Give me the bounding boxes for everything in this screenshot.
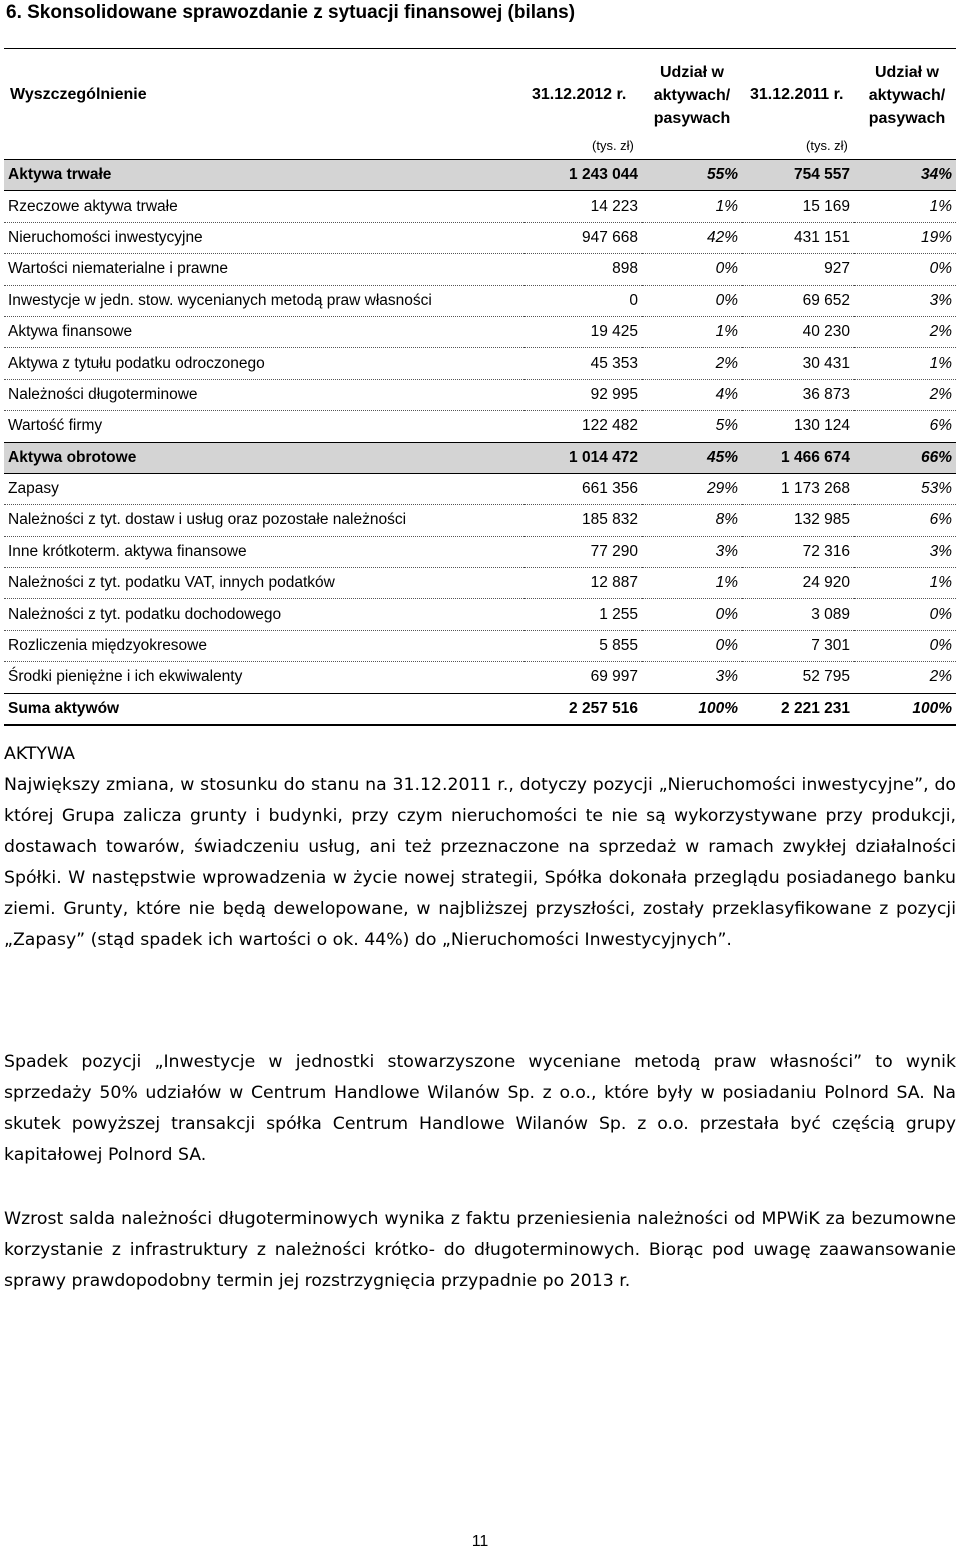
share-2012: 0% xyxy=(642,254,742,285)
value-2011: 72 316 xyxy=(742,536,854,567)
header-item: Wyszczególnienie xyxy=(10,86,147,103)
share-2012: 0% xyxy=(642,285,742,316)
table-row xyxy=(4,662,956,693)
table-row xyxy=(4,630,956,661)
value-2012: 1 014 472 xyxy=(524,442,642,473)
row-name: Inne krótkoterm. aktywa finansowe xyxy=(4,536,524,567)
share-2011: 53% xyxy=(854,473,956,504)
value-2011: 1 466 674 xyxy=(742,442,854,473)
assets-heading: AKTYWA xyxy=(4,744,75,764)
value-2012: 5 855 xyxy=(524,630,642,661)
share-2012: 1% xyxy=(642,316,742,347)
table-group-row xyxy=(4,160,956,191)
balance-sheet-table xyxy=(4,159,956,726)
value-2011: 3 089 xyxy=(742,599,854,630)
paragraph-investment-property: Największy zmiana, w stosunku do stanu na 31.12.2011 r., dotyczy pozycji „Nieruchomości inwestycyjne”, do której Grupa zalicza grunty i budynki, przy czym nieruchomości te nie są wykorzystywane przy produkcji, dostawach towarów, świadczeniu usług, ani też przeznaczone na sprzedaż w ramach zwykłej działalności Spółki. W następstwie wprowadzenia w życie nowej strategii, Spółka dokonała przeglądu posiadanego banku ziemi. Grunty, które nie będą dewelopowane, w najbliższej przyszłości, zostały przeklasyfikowane z pozycji „Zapasy” (stąd spadek ich wartości o ok. 44%) do „Nieruchomości Inwestycyjnych”. xyxy=(4,775,956,950)
value-2011: 431 151 xyxy=(742,222,854,253)
value-2012: 1 255 xyxy=(524,599,642,630)
value-2011: 2 221 231 xyxy=(742,693,854,725)
share-2012: 55% xyxy=(642,160,742,191)
share-2011: 3% xyxy=(854,536,956,567)
share-2011: 2% xyxy=(854,316,956,347)
table-row xyxy=(4,599,956,630)
value-2012: 77 290 xyxy=(524,536,642,567)
share-2012: 5% xyxy=(642,411,742,442)
row-name: Rzeczowe aktywa trwałe xyxy=(4,191,524,222)
table-group-row xyxy=(4,442,956,473)
row-name: Aktywa trwałe xyxy=(4,160,524,191)
table-row xyxy=(4,505,956,536)
table-row xyxy=(4,473,956,504)
value-2012: 12 887 xyxy=(524,568,642,599)
row-name: Należności z tyt. dostaw i usług oraz pozostałe należności xyxy=(4,505,524,536)
row-name: Suma aktywów xyxy=(4,693,524,725)
share-2011: 100% xyxy=(854,693,956,725)
row-name: Aktywa z tytułu podatku odroczonego xyxy=(4,348,524,379)
share-2012: 100% xyxy=(642,693,742,725)
share-2012: 2% xyxy=(642,348,742,379)
value-2012: 2 257 516 xyxy=(524,693,642,725)
row-name: Aktywa obrotowe xyxy=(4,442,524,473)
share-2011: 6% xyxy=(854,411,956,442)
table-row xyxy=(4,411,956,442)
share-2011: 1% xyxy=(854,348,956,379)
value-2011: 7 301 xyxy=(742,630,854,661)
balance-sheet-body xyxy=(4,160,956,726)
share-2012: 29% xyxy=(642,473,742,504)
table-row xyxy=(4,222,956,253)
row-name: Wartości niematerialne i prawne xyxy=(4,254,524,285)
table-top-rule xyxy=(4,48,956,49)
share-2012: 8% xyxy=(642,505,742,536)
share-2012: 3% xyxy=(642,536,742,567)
header-share-2011: Udział w aktywach/ pasywach xyxy=(868,64,946,127)
table-row xyxy=(4,379,956,410)
value-2011: 927 xyxy=(742,254,854,285)
share-2011: 2% xyxy=(854,379,956,410)
share-2011: 34% xyxy=(854,160,956,191)
value-2012: 0 xyxy=(524,285,642,316)
share-2012: 0% xyxy=(642,599,742,630)
share-2011: 0% xyxy=(854,599,956,630)
paragraph-receivables: Wzrost salda należności długoterminowych wynika z faktu przeniesienia należności od MPWiK za bezumowne korzystanie z infrastruktury z należności krótko- do długoterminowych. Biorąc pod uwagę zaawansowanie sprawy prawdopodobny termin jej rozstrzygnięcia przypadnie po 2013 r. xyxy=(4,1209,956,1291)
share-2012: 1% xyxy=(642,191,742,222)
value-2011: 1 173 268 xyxy=(742,473,854,504)
header-share-2012: Udział w aktywach/ pasywach xyxy=(653,64,731,127)
value-2012: 92 995 xyxy=(524,379,642,410)
share-2011: 1% xyxy=(854,191,956,222)
share-2011: 1% xyxy=(854,568,956,599)
share-2011: 66% xyxy=(854,442,956,473)
share-2011: 19% xyxy=(854,222,956,253)
share-2011: 0% xyxy=(854,254,956,285)
share-2012: 0% xyxy=(642,630,742,661)
row-name: Wartość firmy xyxy=(4,411,524,442)
value-2011: 52 795 xyxy=(742,662,854,693)
table-row xyxy=(4,568,956,599)
header-date-2012: 31.12.2012 r. xyxy=(532,86,627,103)
row-name: Należności długoterminowe xyxy=(4,379,524,410)
table-row xyxy=(4,191,956,222)
row-name: Zapasy xyxy=(4,473,524,504)
page-number: 11 xyxy=(471,1533,489,1550)
unit-label-2011: (tys. zł) xyxy=(806,138,848,153)
table-row xyxy=(4,254,956,285)
value-2012: 122 482 xyxy=(524,411,642,442)
value-2012: 661 356 xyxy=(524,473,642,504)
table-row xyxy=(4,536,956,567)
value-2011: 30 431 xyxy=(742,348,854,379)
share-2011: 0% xyxy=(854,630,956,661)
value-2011: 130 124 xyxy=(742,411,854,442)
section-title: 6. Skonsolidowane sprawozdanie z sytuacji finansowej (bilans) xyxy=(6,2,576,23)
header-date-2011: 31.12.2011 r. xyxy=(750,86,844,103)
value-2012: 14 223 xyxy=(524,191,642,222)
row-name: Inwestycje w jedn. stow. wycenianych metodą praw własności xyxy=(4,285,524,316)
unit-label-2012: (tys. zł) xyxy=(592,138,634,153)
value-2012: 185 832 xyxy=(524,505,642,536)
value-2011: 15 169 xyxy=(742,191,854,222)
share-2012: 42% xyxy=(642,222,742,253)
share-2011: 2% xyxy=(854,662,956,693)
value-2012: 1 243 044 xyxy=(524,160,642,191)
row-name: Należności z tyt. podatku VAT, innych podatków xyxy=(4,568,524,599)
paragraph-associates: Spadek pozycji „Inwestycje w jednostki stowarzyszone wyceniane metodą praw własności” to wynik sprzedaży 50% udziałów w Centrum Handlowe Wilanów Sp. z o.o., które były w posiadaniu Polnord SA. Na skutek powyższej transakcji spółka Centrum Handlowe Wilanów Sp. z o.o. przestała być częścią grupy kapitałowej Polnord SA. xyxy=(4,1052,956,1165)
share-2012: 4% xyxy=(642,379,742,410)
value-2011: 40 230 xyxy=(742,316,854,347)
value-2012: 947 668 xyxy=(524,222,642,253)
value-2012: 69 997 xyxy=(524,662,642,693)
table-row xyxy=(4,348,956,379)
table-row xyxy=(4,285,956,316)
share-2012: 1% xyxy=(642,568,742,599)
value-2012: 898 xyxy=(524,254,642,285)
row-name: Środki pieniężne i ich ekwiwalenty xyxy=(4,662,524,693)
share-2012: 45% xyxy=(642,442,742,473)
row-name: Aktywa finansowe xyxy=(4,316,524,347)
share-2011: 6% xyxy=(854,505,956,536)
value-2011: 132 985 xyxy=(742,505,854,536)
row-name: Rozliczenia międzyokresowe xyxy=(4,630,524,661)
share-2011: 3% xyxy=(854,285,956,316)
value-2012: 45 353 xyxy=(524,348,642,379)
share-2012: 3% xyxy=(642,662,742,693)
value-2011: 69 652 xyxy=(742,285,854,316)
value-2011: 754 557 xyxy=(742,160,854,191)
value-2011: 36 873 xyxy=(742,379,854,410)
value-2012: 19 425 xyxy=(524,316,642,347)
table-row xyxy=(4,316,956,347)
value-2011: 24 920 xyxy=(742,568,854,599)
row-name: Nieruchomości inwestycyjne xyxy=(4,222,524,253)
table-total-row xyxy=(4,693,956,725)
row-name: Należności z tyt. podatku dochodowego xyxy=(4,599,524,630)
